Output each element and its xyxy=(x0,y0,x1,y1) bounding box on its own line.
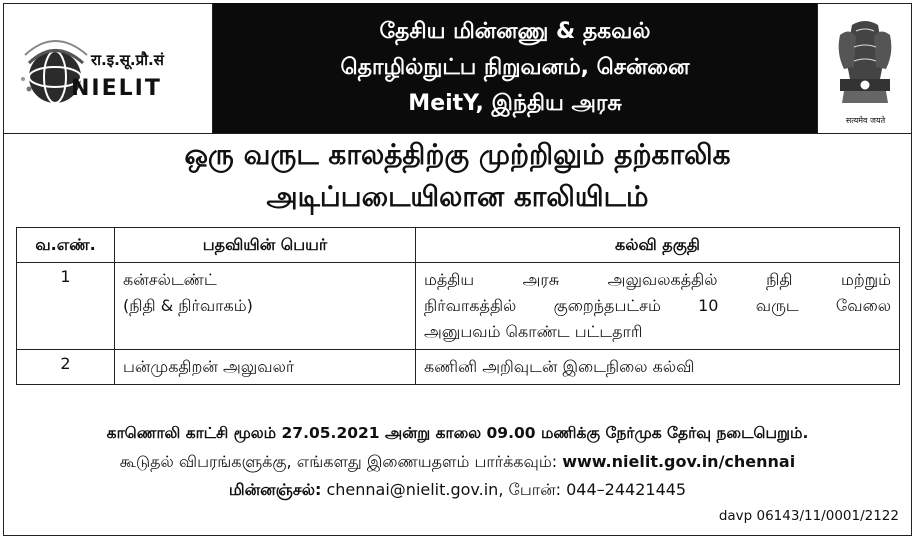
lion-capital-emblem-icon xyxy=(830,17,900,109)
qualification-line: கணினி அறிவுடன் இடைநிலை கல்வி xyxy=(424,357,695,376)
org-line-2: தொழில்நுட்ப நிறுவனம், சென்னை xyxy=(340,55,690,80)
title-line-2: அடிப்படையிலான காலியிடம் xyxy=(266,180,649,213)
interview-notice: காணொலி காட்சி மூலம் 27.05.2021 அன்று காலை 09.00 மணிக்கு நேர்முக தேர்வு நடைபெறும். xyxy=(106,424,809,442)
post-line: கன்சல்டண்ட் xyxy=(123,270,217,289)
column-header-sno: வ.எண். xyxy=(17,228,115,263)
post-line: (நிதி & நிர்வாகம்) xyxy=(123,296,253,315)
column-header-qualification: கல்வி தகுதி xyxy=(416,228,900,263)
row-post xyxy=(115,263,416,350)
organization-banner xyxy=(213,3,817,133)
row-qualification xyxy=(416,263,900,350)
row-sno: 1 xyxy=(17,263,115,350)
logo-nielit-text: NIELIT xyxy=(71,76,162,101)
row-sno: 2 xyxy=(17,350,115,385)
phone-label: போன்: xyxy=(508,480,562,499)
details-prefix: கூடுதல் விபரங்களுக்கு, எங்களது இணையதளம் பார்க்கவும்: xyxy=(119,452,558,471)
org-line-3: MeitY, இந்திய அரசு xyxy=(408,91,622,116)
table-row xyxy=(17,350,900,385)
globe-logo-icon xyxy=(17,33,97,113)
row-qualification xyxy=(416,350,900,385)
contact-line xyxy=(3,480,912,501)
post-line: பன்முகதிறன் அலுவலர் xyxy=(123,357,295,376)
qualification-line: அனுபவம் கொண்ட பட்டதாரி xyxy=(424,322,643,341)
nielit-logo xyxy=(3,3,213,133)
logo-hindi-text: रा.इ.सू.प्रौ.सं xyxy=(91,51,164,69)
vacancy-table xyxy=(16,227,900,385)
email-link[interactable]: chennai@nielit.gov.in, xyxy=(326,480,504,499)
table-header-row xyxy=(17,228,900,263)
national-emblem xyxy=(817,3,912,133)
phone-number: 044–24421445 xyxy=(566,480,687,499)
website-link[interactable]: www.nielit.gov.in/chennai xyxy=(562,452,796,471)
details-line xyxy=(3,452,912,473)
davp-code: davp 06143/11/0001/2122 xyxy=(718,508,899,524)
emblem-motto: सत्यमेव जयते xyxy=(845,116,886,125)
title-line-1: ஒரு வருட காலத்திற்கு முற்றிலும் தற்காலிக xyxy=(184,138,731,171)
qualification-line: மத்திய அரசு அலுவலகத்தில் நிதி மற்றும் xyxy=(424,270,891,289)
header xyxy=(3,3,912,134)
column-header-post: பதவியின் பெயர் xyxy=(115,228,416,263)
email-label: மின்னஞ்சல்: xyxy=(228,480,322,499)
row-post xyxy=(115,350,416,385)
qualification-line: நிர்வாகத்தில் குறைந்தபட்சம் 10 வருட வேலை xyxy=(424,296,891,315)
table-row xyxy=(17,263,900,350)
page-title xyxy=(3,134,912,218)
org-line-1: தேசிய மின்னணு & தகவல் xyxy=(379,19,651,44)
